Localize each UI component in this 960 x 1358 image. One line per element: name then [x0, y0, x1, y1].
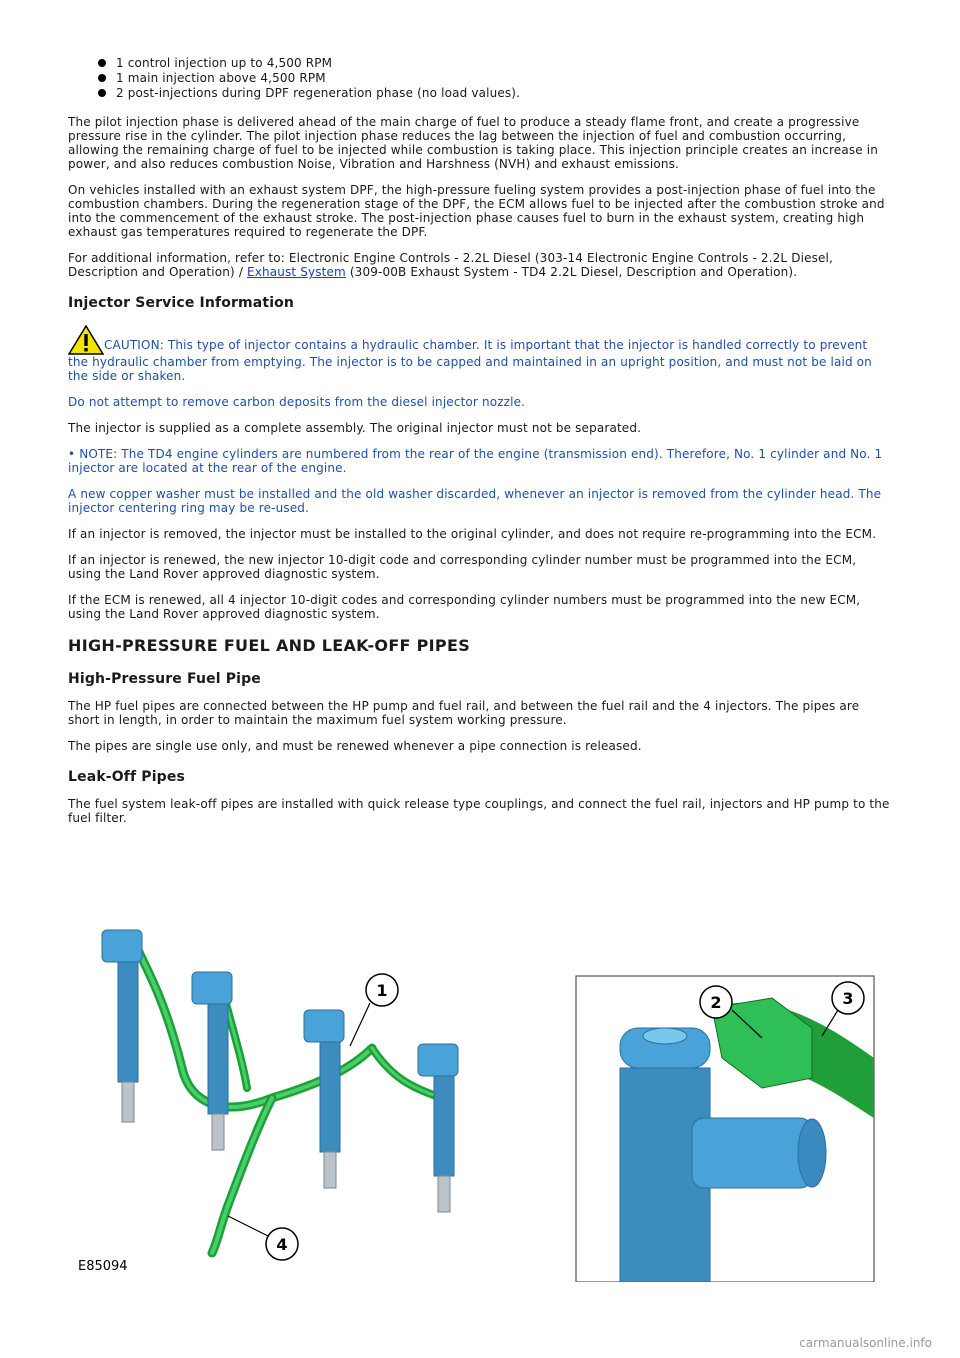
single-use-paragraph: The pipes are single use only, and must be renewed whenever a pipe connection is released. — [68, 739, 642, 753]
list-item: 2 post-injections during DPF regeneration phase (no load values). — [116, 86, 890, 101]
carbon-deposit-paragraph: Do not attempt to remove carbon deposits from the diesel injector nozzle. — [68, 395, 526, 409]
leak-off-pipes-figure — [72, 918, 886, 1282]
injector — [418, 1044, 458, 1212]
pilot-injection-paragraph: The pilot injection phase is delivered ahead of the main charge of fuel to produce a steady flame front, and create a progressive pressure rise in the cylinder. The pilot injection phase reduces the lag between the injection of fuel and combustion occurring, allowing the remaining charge of fuel to be injected while combustion is taking place. This injection principle creates an increase in power, and also reduces combustion Noise, Vibration and Harshness (NVH) and exhaust emissions. — [68, 115, 878, 171]
injection-phase-list — [68, 56, 890, 101]
caution-text: CAUTION: This type of injector contains a hydraulic chamber. It is important that the injector is handled correctly to prevent the hydraulic chamber from emptying. The injector is to be capped and maintained in an upright position, and must not be laid on the side or shaken. — [68, 338, 872, 383]
callout-1-label: 1 — [376, 981, 388, 1000]
injector-removed-paragraph: If an injector is removed, the injector must be installed to the original cylinder, and does not require re-programming into the ECM. — [68, 527, 877, 541]
site-watermark: carmanualsonline.info — [799, 1336, 932, 1350]
list-item: 1 main injection above 4,500 RPM — [116, 71, 890, 86]
list-item: 1 control injection up to 4,500 RPM — [116, 56, 890, 71]
inset-detail — [576, 976, 874, 1282]
note-paragraph: • NOTE: The TD4 engine cylinders are numbered from the rear of the engine (transmission end). Therefore, No. 1 cylinder and No. 1 injector are located at the rear of the engine. — [68, 447, 883, 475]
figure-code: E85094 — [78, 1259, 128, 1274]
injector-service-heading: Injector Service Information — [68, 295, 295, 311]
injector — [102, 930, 142, 1122]
ecm-renewed-paragraph: If the ECM is renewed, all 4 injector 10-digit codes and corresponding cylinder numbers must be programmed into the new ECM, using the Land Rover approved diagnostic system. — [68, 593, 861, 621]
callout-4-label: 4 — [276, 1235, 288, 1254]
supplied-paragraph: The injector is supplied as a complete assembly. The original injector must not be separated. — [68, 421, 642, 435]
injector — [192, 972, 232, 1150]
injectors — [102, 930, 458, 1212]
warning-triangle-icon — [68, 325, 104, 355]
hp-pipe-paragraph: The HP fuel pipes are connected between the HP pump and fuel rail, and between the fuel rail and the 4 injectors. The pipes are short in length, in order to maintain the maximum fuel system working pressure. — [68, 699, 860, 727]
callout-3-label: 3 — [842, 989, 854, 1008]
reference-text-post: (309-00B Exhaust System - TD4 2.2L Diesel, Description and Operation). — [345, 265, 798, 279]
injector — [304, 1010, 344, 1188]
dpf-paragraph: On vehicles installed with an exhaust system DPF, the high-pressure fueling system provides a post-injection phase of fuel into the combustion chambers. During the regeneration stage of the DPF, the ECM allows fuel to be injected after the combustion stroke and into the commencement of the exhaust stroke. The post-injection phase causes fuel to burn in the exhaust system, creating high exhaust gas temperatures required to regenerate the DPF. — [68, 183, 885, 239]
hp-fuel-pipe-heading: High-Pressure Fuel Pipe — [68, 671, 261, 687]
washer-paragraph: A new copper washer must be installed and the old washer discarded, whenever an injector is removed from the cylinder head. The injector centering ring may be re-used. — [68, 487, 882, 515]
leak-off-paragraph: The fuel system leak-off pipes are installed with quick release type couplings, and connect the fuel rail, injectors and HP pump to the fuel filter. — [68, 797, 890, 825]
caution-paragraph — [68, 325, 890, 383]
content-column — [68, 56, 890, 837]
exhaust-system-link[interactable]: Exhaust System — [246, 265, 346, 279]
reference-paragraph — [68, 251, 890, 279]
leak-off-pipes-heading: Leak-Off Pipes — [68, 769, 185, 785]
injector-renewed-paragraph: If an injector is renewed, the new injector 10-digit code and corresponding cylinder number must be programmed into the ECM, using the Land Rover approved diagnostic system. — [68, 553, 857, 581]
hp-pipes-heading: HIGH-PRESSURE FUEL AND LEAK-OFF PIPES — [68, 636, 471, 655]
reference-text-pre: For additional information, refer to: Electronic Engine Controls - 2.2L Diesel (303-14 Electronic Engine Controls - 2.2L Diesel, Description and Operation) / — [68, 251, 834, 279]
callout-2-label: 2 — [710, 993, 722, 1012]
